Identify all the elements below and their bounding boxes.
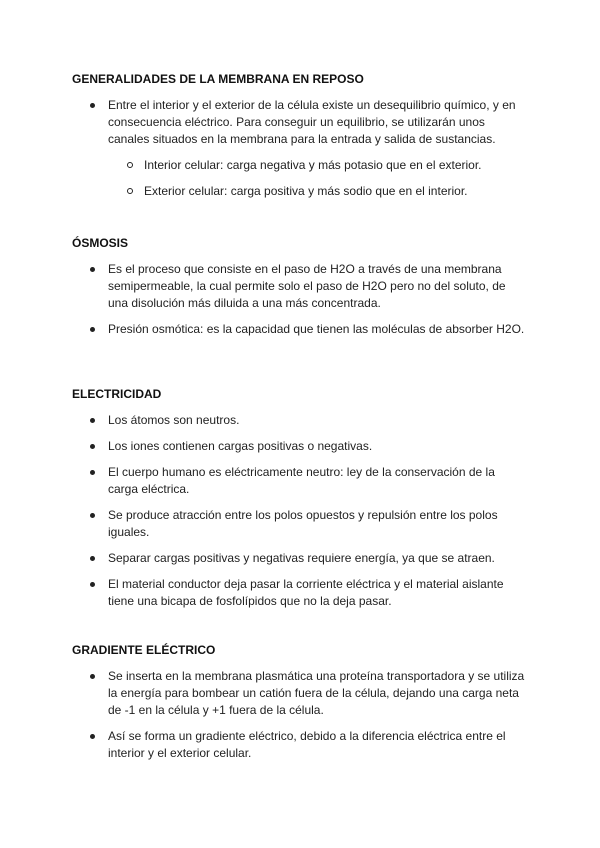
- list-item: [108, 438, 528, 455]
- sub-list-item: [144, 157, 528, 174]
- list-item: [108, 550, 528, 567]
- list-item: [108, 464, 528, 498]
- list-item-text: El material conductor deja pasar la corriente eléctrica y el material aislante tiene una bicapa de fosfolípidos que no la deja pasar.: [108, 577, 504, 608]
- list-item-text: Entre el interior y el exterior de la célula existe un desequilibrio químico, y en consecuencia eléctrico. Para conseguir un equilibrio, se utilizarán unos canales situados en la membrana para la entrada y salida de sustancias.: [108, 98, 516, 146]
- list-item-text: Los átomos son neutros.: [108, 413, 240, 427]
- bullet-list-gradiente-electrico: [108, 668, 528, 771]
- bullet-list-electricidad: [108, 412, 528, 619]
- sub-list-item: [144, 183, 528, 200]
- list-item: [108, 412, 528, 429]
- list-item-text: Se produce atracción entre los polos opuestos y repulsión entre los polos iguales.: [108, 508, 498, 539]
- section-heading-osmosis: ÓSMOSIS: [72, 236, 129, 250]
- list-item: [108, 261, 528, 312]
- section-heading-generalidades: GENERALIDADES DE LA MEMBRANA EN REPOSO: [72, 72, 364, 86]
- list-item-text: Es el proceso que consiste en el paso de H2O a través de una membrana semipermeable, la cual permite solo el paso de H2O pero no del soluto, de una disolución más diluida a una más concentrada.: [108, 262, 506, 310]
- list-item-text: Así se forma un gradiente eléctrico, debido a la diferencia eléctrica entre el interior y el exterior celular.: [108, 729, 506, 760]
- bullet-list-generalidades: [108, 97, 528, 209]
- list-item-text: Los iones contienen cargas positivas o negativas.: [108, 439, 373, 453]
- sub-bullet-list: [144, 157, 528, 200]
- sub-list-item-text: Exterior celular: carga positiva y más sodio que en el interior.: [144, 184, 468, 198]
- list-item: [108, 576, 528, 610]
- list-item-text: Separar cargas positivas y negativas requiere energía, ya que se atraen.: [108, 551, 495, 565]
- bullet-list-osmosis: [108, 261, 528, 347]
- list-item-text: Presión osmótica: es la capacidad que tienen las moléculas de absorber H2O.: [108, 322, 525, 336]
- section-heading-gradiente-electrico: GRADIENTE ELÉCTRICO: [72, 643, 216, 657]
- list-item: [108, 97, 528, 200]
- list-item: [108, 507, 528, 541]
- list-item: [108, 668, 528, 719]
- list-item-text: El cuerpo humano es eléctricamente neutro: ley de la conservación de la carga eléctrica.: [108, 465, 495, 496]
- list-item: [108, 321, 528, 338]
- section-heading-electricidad: ELECTRICIDAD: [72, 387, 162, 401]
- list-item: [108, 728, 528, 762]
- list-item-text: Se inserta en la membrana plasmática una proteína transportadora y se utiliza la energía para bombear un catión fuera de la célula, dejando una carga neta de -1 en la célula y +1 fuera de la célula.: [108, 669, 525, 717]
- sub-list-item-text: Interior celular: carga negativa y más potasio que en el exterior.: [144, 158, 482, 172]
